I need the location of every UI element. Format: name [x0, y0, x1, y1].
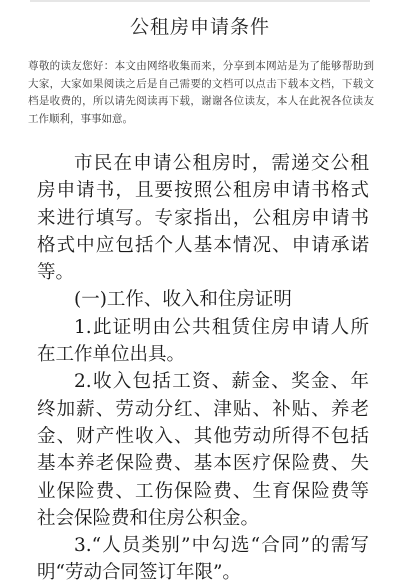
- document-body: [37, 150, 369, 587]
- paragraph-intro: 市民在申请公租房时，需递交公租房申请书，且要按照公租房申请书格式来进行填写。专家指出，公租房申请书格式中应包括个人基本情况、申请承诺等。: [37, 153, 369, 284]
- paragraph-item-1: 1.此证明由公共租赁住房申请人所在工作单位出具。: [37, 316, 369, 366]
- top-divider: [30, 0, 370, 2]
- paragraph-item-2: 2.收入包括工资、薪金、奖金、年终加薪、劳动分红、津贴、补贴、养老金、财产性收入、其他劳动所得不包括基本养老保险费、基本医疗保险费、失业保险费、工伤保险费、生育保险费等社会保险费和住房公积金。: [37, 371, 369, 529]
- reader-notice: 尊敬的读友您好：本文由网络收集而来，分享到本网站是为了能够帮助到大家，大家如果阅读之后是自己需要的文档可以点击下载本文档，下载文档是收费的，所以请先阅读再下载，谢谢各位读友，本人在此祝各位读友工作顺利，事事如意。: [28, 60, 374, 125]
- paragraph-item-3: 3.“人员类别”中勾选“合同”的需写明“劳动合同签订年限”。: [37, 535, 369, 584]
- page-title: 公租房申请条件: [129, 16, 270, 38]
- section-heading: (一)工作、收入和住房证明: [74, 289, 292, 311]
